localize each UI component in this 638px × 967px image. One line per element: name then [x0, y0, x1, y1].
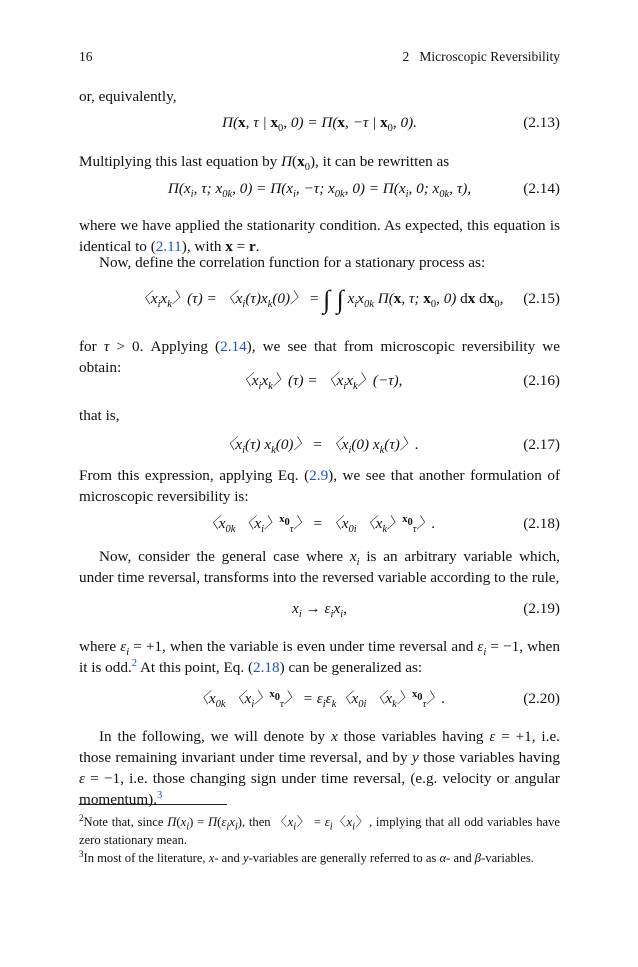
footnote-2: $^2$Note that, since $\Pi(x_i) = \Pi(\varepsilon_ix_i)$, then 〈$x_i$〉 = $\varepsilon_i$〈$x_i$〉, implying that all odd variables have zero stationary mean.: [79, 812, 561, 847]
running-header: [79, 46, 560, 66]
equation-body: 〈$x_{0k}$ 〈$x_i$〉$^{x_0}_\tau$〉 = 〈$x_{0i}$ 〈$x_k$〉$^{x_0}_\tau$〉.: [203, 513, 436, 536]
equation-2-15: [79, 285, 560, 314]
equation-number: (2.14): [523, 180, 560, 197]
paragraph-multiplying: Multiplying this last equation by $\Pi(x_0)$, it can be rewritten as: [79, 153, 450, 174]
equation-2-16: [79, 370, 560, 394]
equation-2-17: [79, 434, 560, 458]
paragraph-general-case: Now, consider the general case where $x_i$ is an arbitrary variable which, under time reversal, transforms into the reversed variable according to the rule,: [79, 548, 560, 586]
equation-number: (2.16): [523, 372, 560, 389]
equation-2-14: [79, 178, 560, 202]
equation-2-19: [79, 598, 560, 622]
paragraph-in-the-following: In the following, we will denote by x those variables having ε = +1, i.e. those remaining invariant under time reversal, and by y those variables having ε = −1, i.e. those changing sign under time reversal, (e.g. velocity or angular momentum).$^3$: [79, 728, 560, 808]
equation-body: $x_i \to \varepsilon_ix_i$,: [292, 600, 347, 621]
equation-body: 〈$x_{0k}$ 〈$x_i$〉$^{x_0}_\tau$〉 = $\varepsilon_i\varepsilon_k$〈$x_{0i}$ 〈$x_k$〉$^{x_0}_\tau$〉.: [193, 688, 446, 711]
footnote-divider: [79, 804, 227, 805]
paragraph-define-correlation: Now, define the correlation function for a stationary process as:: [99, 254, 486, 271]
page-number: 16: [79, 49, 93, 64]
footnote-mark: 2: [79, 812, 84, 823]
paragraph-from-expression: From this expression, applying Eq. (2.9), we see that another formulation of microscopic reversibility is:: [79, 467, 561, 505]
equation-number: (2.15): [523, 290, 560, 307]
equation-body: $\Pi(x_i$, τ; $x_{0k}$, $0) = \Pi(x_i$, −τ; $x_{0k}$, $0) = \Pi(x_i$, 0; $x_{0k}$, τ),: [167, 180, 472, 201]
paragraph-where-epsilon: where $\varepsilon_i = +1$, when the variable is even under time reversal and $\varepsilon_i = -1$, when it is odd.$^2$ At this point, Eq. (2.18) can be generalized as:: [79, 638, 560, 676]
equation-2-13: [79, 112, 560, 136]
equation-number: (2.18): [523, 515, 560, 532]
equation-number: (2.17): [523, 436, 560, 453]
equation-body: 〈$x_i(\tau)$ $x_k(0)$〉 = 〈$x_i(0)$ $x_k(\tau)$〉.: [220, 436, 419, 457]
paragraph-applying: for τ > 0. Applying (2.14), we see that from microscopic reversibility we obtain:: [79, 338, 560, 376]
equation-number: (2.19): [523, 600, 560, 617]
footnote-ref-3[interactable]: 3: [157, 789, 163, 801]
footnote-3: $^3$In most of the literature, x- and y-variables are generally referred to as α- and β-variables.: [79, 848, 534, 865]
paragraph-or-equivalently: or, equivalently,: [79, 88, 177, 105]
footnote-mark: 3: [79, 848, 84, 859]
equation-2-20: [79, 688, 560, 712]
page: [79, 0, 560, 967]
running-title: 2 Microscopic Reversibility: [402, 49, 560, 64]
equation-number: (2.13): [523, 114, 560, 131]
equation-body: Π(x, τ | $x_0$, 0) = Π(x, −τ | $x_0$, 0).: [222, 114, 417, 135]
paragraph-stationarity: where we have applied the stationarity condition. As expected, this equation is identical to (2.11), with x = r.: [79, 217, 560, 255]
footnote-ref-2[interactable]: 2: [131, 657, 137, 669]
ref-link-2-9[interactable]: 2.9: [309, 467, 329, 484]
ref-link-2-14[interactable]: 2.14: [220, 338, 247, 355]
ref-link-2-18[interactable]: 2.18: [253, 659, 280, 676]
equation-body: 〈$x_ix_k$〉(τ) = 〈$x_i(\tau)x_k(0)$〉 = ∫ ∫ $x_ix_{0k}$ Π(x, τ; $x_0$, 0) dx $dx_0$,: [135, 285, 504, 314]
equation-2-18: [79, 513, 560, 537]
ref-link-2-11[interactable]: 2.11: [155, 238, 182, 255]
equation-number: (2.20): [523, 690, 560, 707]
paragraph-that-is: that is,: [79, 407, 120, 424]
equation-body: 〈$x_ix_k$〉(τ) = 〈$x_ix_k$〉(−τ),: [236, 372, 403, 393]
